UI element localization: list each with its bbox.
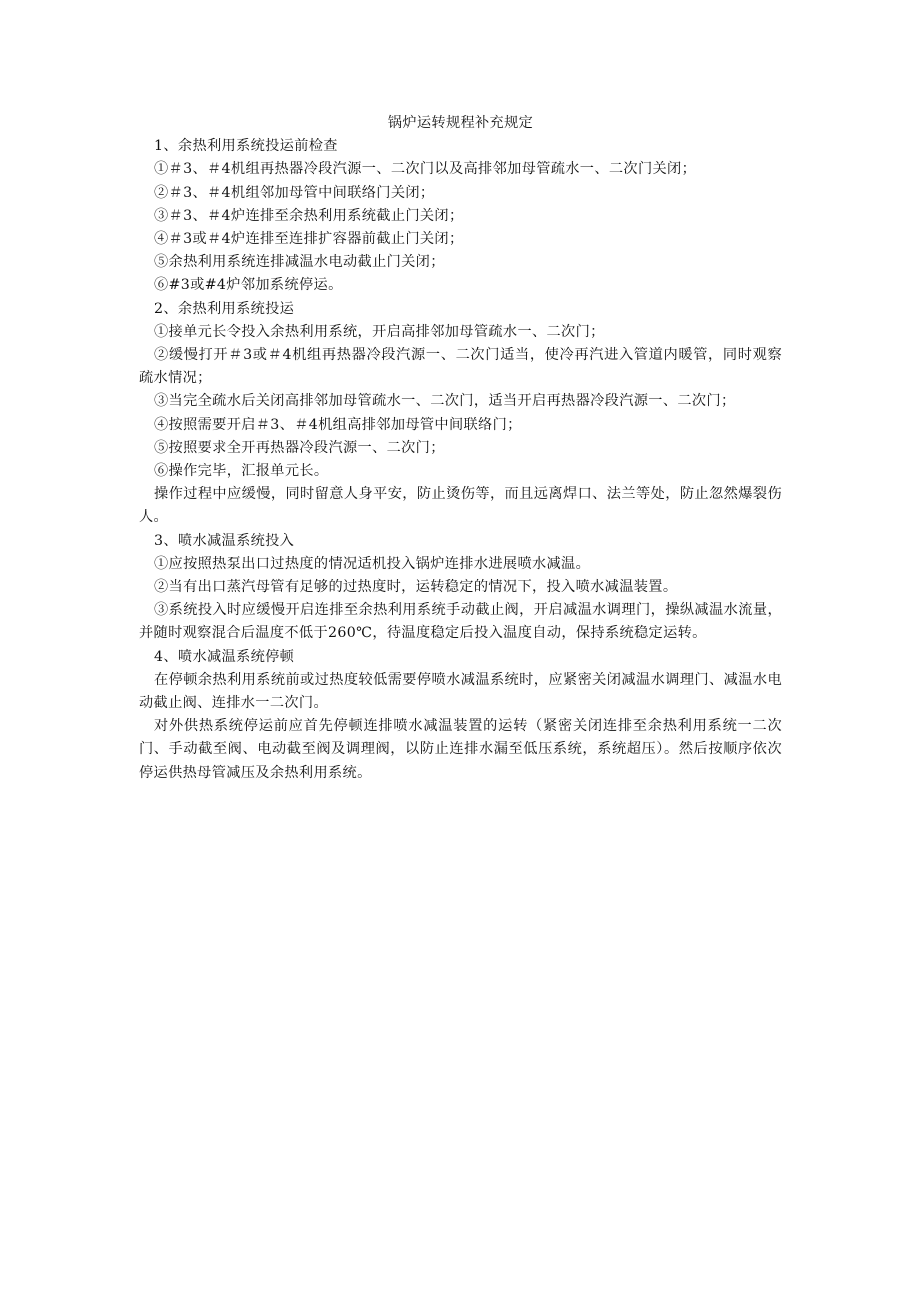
list-item: ①应按照热泵出口过热度的情况适机投入锅炉连排水进展喷水减温。 xyxy=(154,555,591,572)
list-item: ⑤按照要求全开再热器冷段汽源一、二次门； xyxy=(154,439,445,456)
list-item: ①接单元长令投入余热利用系统，开启高排邻加母管疏水一、二次门； xyxy=(154,323,605,340)
section-heading-4: 4、喷水减温系统停顿 xyxy=(154,648,295,665)
list-item: ⑥#3或#4炉邻加系统停运。 xyxy=(154,277,343,294)
section-heading-3: 3、喷水减温系统投入 xyxy=(154,532,295,549)
list-item: ⑥操作完毕，汇报单元长。 xyxy=(154,463,329,480)
list-item: ③＃3、＃4炉连排至余热利用系统截止门关闭； xyxy=(154,207,464,224)
body-paragraph: 在停顿余热利用系统前或过热度较低需要停喷水减温系统时，应紧密关闭减温水调理门、减温水电动截止阀、连排水一二次门。 xyxy=(139,671,782,712)
list-item: ①＃3、＃4机组再热器冷段汽源一、二次门以及高排邻加母管疏水一、二次门关闭； xyxy=(154,161,697,178)
document-body xyxy=(139,112,782,785)
list-item: ③系统投入时应缓慢开启连排至余热利用系统手动截止阀，开启减温水调理门，操纵减温水流量，并随时观察混合后温度不低于260℃，待温度稳定后投入温度自动，保持系统稳定运转。 xyxy=(139,602,782,642)
section-heading-2: 2、余热利用系统投运 xyxy=(154,300,295,317)
list-item: ③当完全疏水后关闭高排邻加母管疏水一、二次门，适当开启再热器冷段汽源一、二次门； xyxy=(154,393,736,410)
document-title: 锅炉运转规程补充规定 xyxy=(387,115,534,131)
list-item: ②＃3、＃4机组邻加母管中间联络门关闭； xyxy=(154,184,435,201)
list-item: ④＃3或＃4炉连排至连排扩容器前截止门关闭； xyxy=(154,231,464,247)
list-item: ⑤余热利用系统连排减温水电动截止门关闭； xyxy=(154,254,445,271)
body-paragraph: 操作过程中应缓慢，同时留意人身平安，防止烫伤等，而且远离焊口、法兰等处，防止忽然爆裂伤人。 xyxy=(139,486,782,526)
body-paragraph: 对外供热系统停运前应首先停顿连排喷水减温装置的运转（紧密关闭连排至余热利用系统一二次门、手动截至阀、电动截至阀及调理阀，以防止连排水漏至低压系统，系统超压）。然后按顺序依次停运供热母管减压及余热利用系统。 xyxy=(139,718,782,781)
section-heading-1: 1、余热利用系统投运前检查 xyxy=(154,138,338,155)
list-item: ②缓慢打开＃3或＃4机组再热器冷段汽源一、二次门适当，使冷再汽进入管道内暖管，同时观察疏水情况； xyxy=(139,347,782,387)
list-item: ②当有出口蒸汽母管有足够的过热度时，运转稳定的情况下，投入喷水减温装置。 xyxy=(154,579,678,596)
list-item: ④按照需要开启＃3、＃4机组高排邻加母管中间联络门； xyxy=(154,416,522,433)
